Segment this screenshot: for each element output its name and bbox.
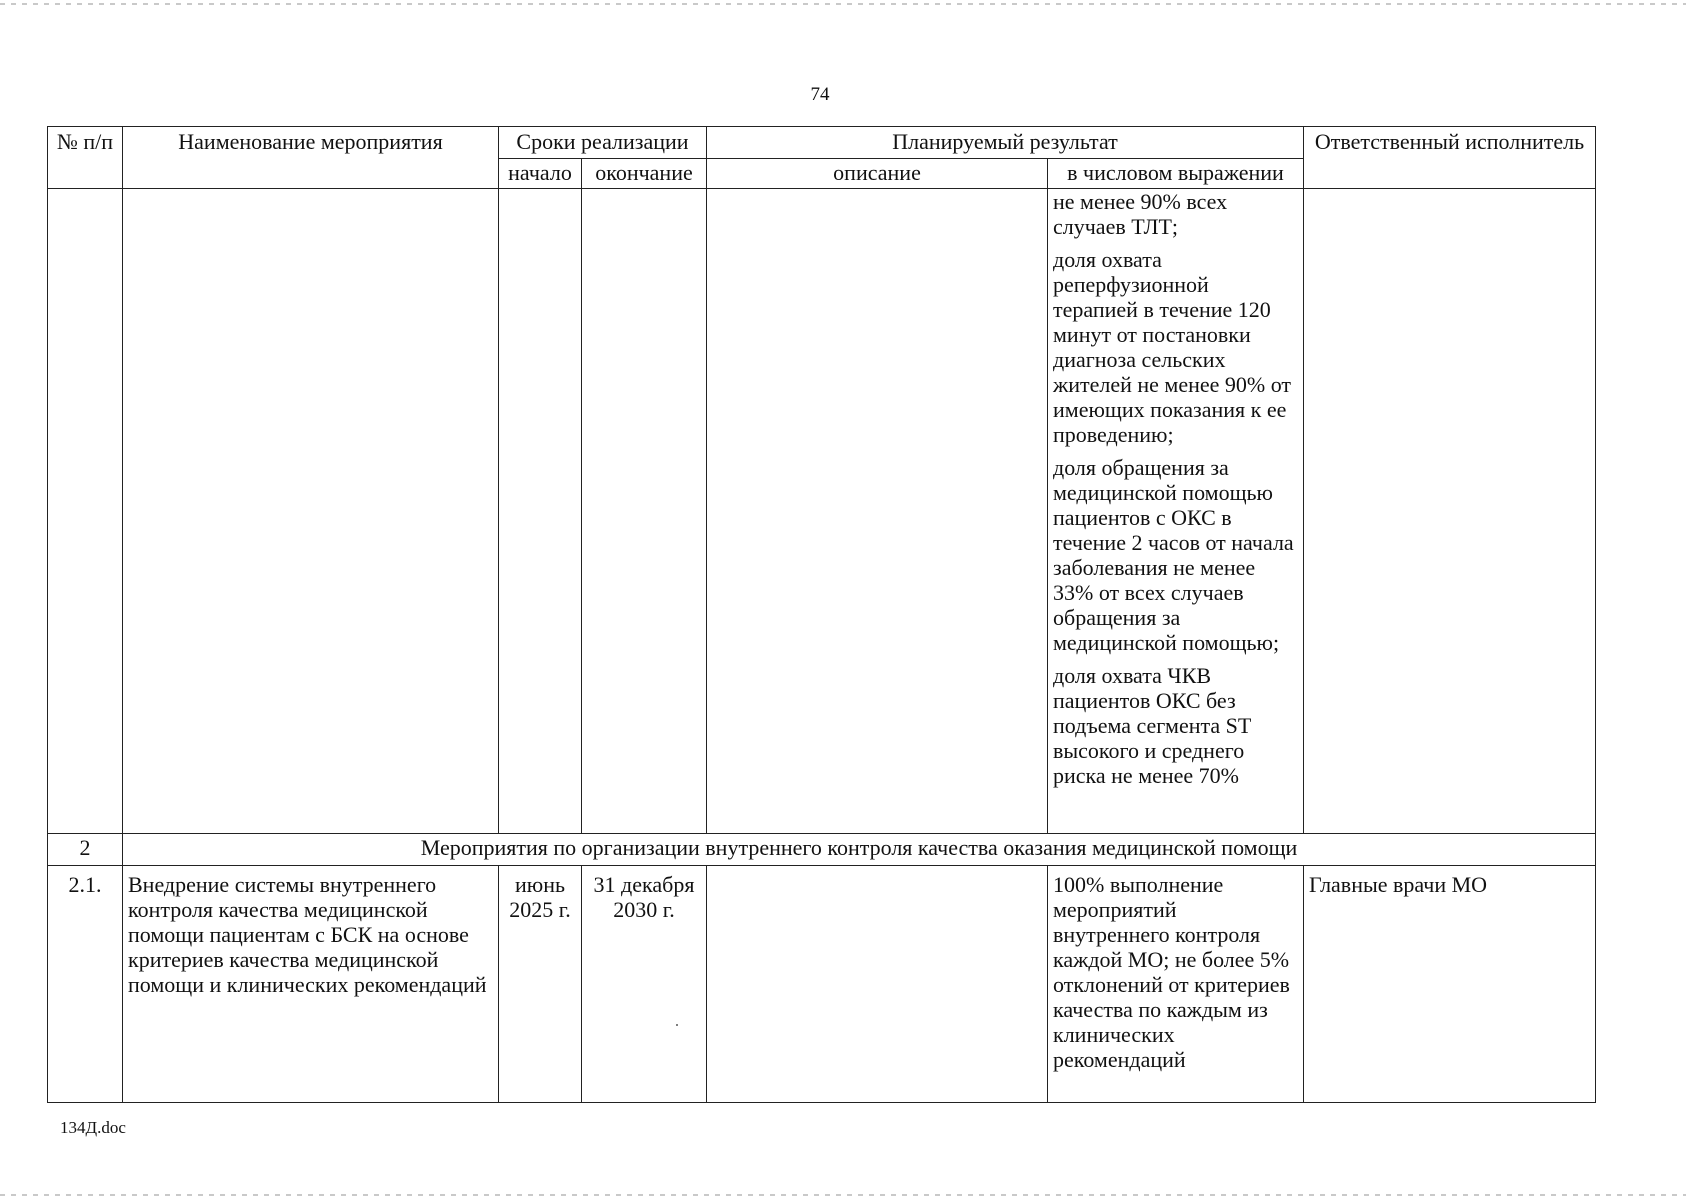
cont-responsible-cell (1304, 189, 1596, 834)
result-item-4: доля охвата ЧКВ пациентов ОКС без подъема сегмента ST высокого и среднего риска не менее 70% (1053, 663, 1251, 788)
item-start: июнь 2025 г. (499, 866, 582, 1103)
header-responsible: Ответственный исполнитель (1304, 127, 1596, 189)
header-name: Наименование мероприятия (123, 127, 499, 189)
page-number: 74 (810, 84, 830, 105)
result-item-3: доля обращения за медицинской помощью пациентов с ОКС в течение 2 часов от начала заболевания не менее 33% от всех случаев обращения за медицинской помощью; (1053, 455, 1294, 655)
item-responsible: Главные врачи МО (1304, 866, 1596, 1103)
table-row-continuation (48, 189, 1596, 834)
cont-num-cell (48, 189, 123, 834)
section-title: Мероприятия по организации внутреннего контроля качества оказания медицинской помощи (123, 834, 1596, 866)
section-num: 2 (48, 834, 123, 866)
item-end: 31 декабря 2030 г. (582, 866, 707, 1103)
table-row-section (48, 834, 1596, 866)
item-num: 2.1. (48, 866, 123, 1103)
scan-edge-bottom (0, 1194, 1686, 1196)
item-name: Внедрение системы внутреннего контроля качества медицинской помощи пациентам с БСК на основе критериев качества медицинской помощи и клинических рекомендаций (123, 866, 499, 1103)
header-result-desc: описание (707, 159, 1048, 189)
cont-result-cell (1048, 189, 1304, 834)
header-num: № п/п (48, 127, 123, 189)
header-result: Планируемый результат (707, 127, 1304, 159)
item-description (707, 866, 1048, 1103)
header-row-top (48, 127, 1596, 159)
cont-name-cell (123, 189, 499, 834)
cont-desc-cell (707, 189, 1048, 834)
table-row-item (48, 866, 1596, 1103)
cont-start-cell (499, 189, 582, 834)
item-result-num: 100% выполнение мероприятий внутреннего контроля каждой МО; не более 5% отклонений от критериев качества по каждым из клинических рекомендаций (1048, 866, 1304, 1103)
plan-table (47, 126, 1596, 1103)
footer-file-name: 134Д.doc (60, 1118, 126, 1137)
result-item-2: доля охвата реперфузионной терапией в течение 120 минут от постановки диагноза сельских жителей не менее 90% от имеющих показания к ее проведению; (1053, 247, 1292, 447)
scan-speck (676, 1024, 678, 1026)
header-terms-start: начало (499, 159, 582, 189)
header-terms: Сроки реализации (499, 127, 707, 159)
cont-end-cell (582, 189, 707, 834)
header-result-num: в числовом выражении (1048, 159, 1304, 189)
scan-edge-top (0, 3, 1686, 5)
header-terms-end: окончание (582, 159, 707, 189)
result-item-1: не менее 90% всех случаев ТЛТ; (1053, 189, 1228, 239)
